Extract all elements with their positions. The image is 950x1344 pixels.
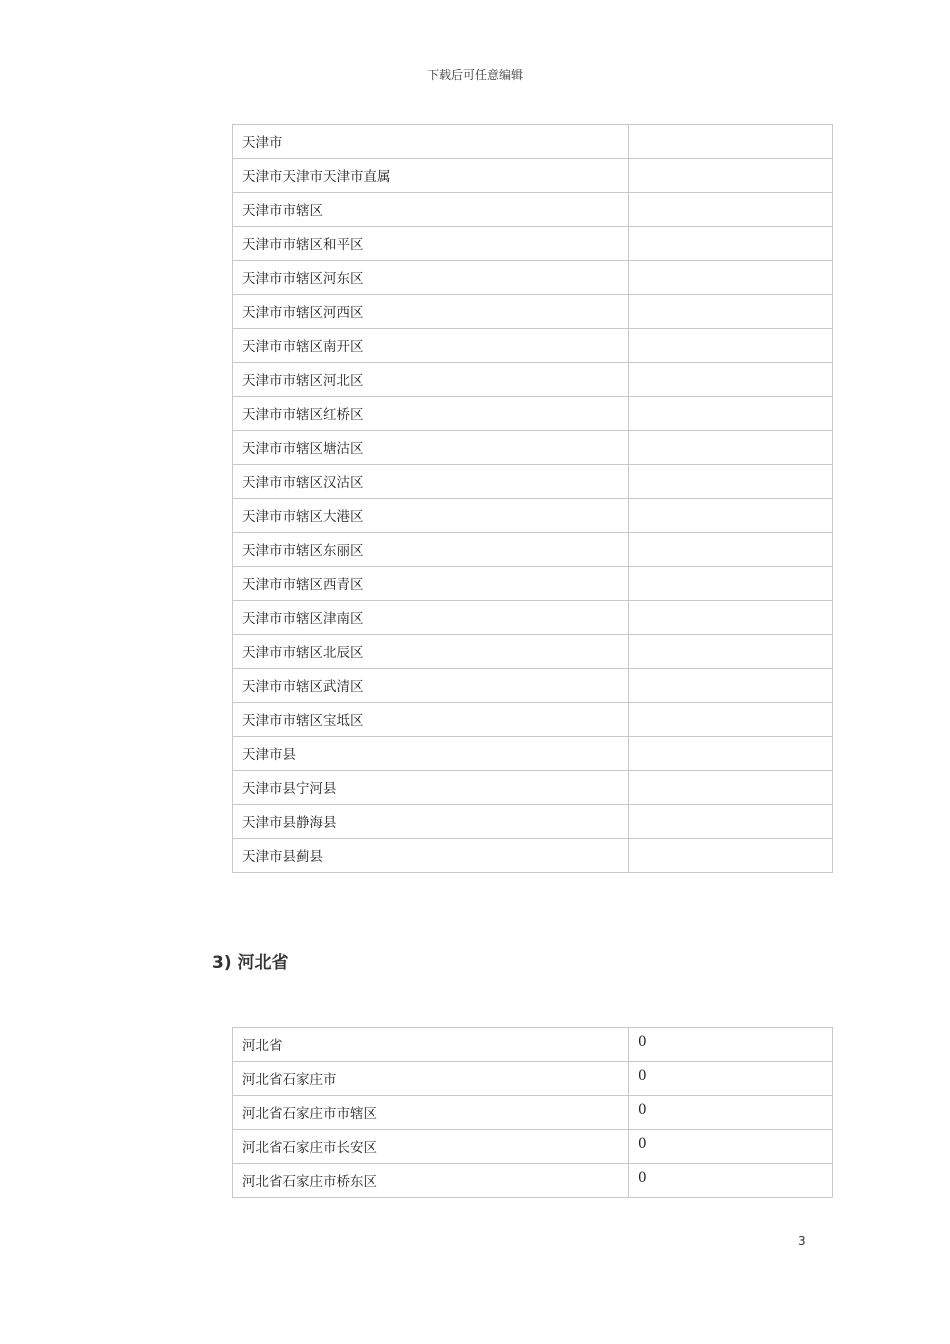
region-name-cell: 天津市天津市天津市直属 [233, 159, 629, 193]
region-value-cell: 0 [629, 1164, 833, 1198]
region-value-cell [629, 839, 833, 873]
region-name-cell: 天津市县静海县 [233, 805, 629, 839]
region-value-cell [629, 431, 833, 465]
region-name-cell: 天津市市辖区西青区 [233, 567, 629, 601]
table-row [233, 363, 833, 397]
hebei-region-table [232, 1027, 833, 1198]
region-name-cell: 天津市市辖区塘沽区 [233, 431, 629, 465]
table-row [233, 1130, 833, 1164]
region-name-cell: 天津市市辖区宝坻区 [233, 703, 629, 737]
table-row [233, 261, 833, 295]
table-row [233, 1062, 833, 1096]
table-row [233, 669, 833, 703]
region-value-cell [629, 465, 833, 499]
region-value-cell [629, 703, 833, 737]
table-row [233, 465, 833, 499]
region-value-cell: 0 [629, 1096, 833, 1130]
region-name-cell: 天津市 [233, 125, 629, 159]
region-name-cell: 天津市市辖区河北区 [233, 363, 629, 397]
table-row [233, 125, 833, 159]
region-name-cell: 天津市市辖区汉沽区 [233, 465, 629, 499]
region-value-cell [629, 805, 833, 839]
region-name-cell: 天津市市辖区河东区 [233, 261, 629, 295]
region-value-cell [629, 125, 833, 159]
table-row [233, 771, 833, 805]
region-name-cell: 天津市市辖区河西区 [233, 295, 629, 329]
region-name-cell: 天津市市辖区红桥区 [233, 397, 629, 431]
region-name-cell: 天津市市辖区东丽区 [233, 533, 629, 567]
table-row [233, 567, 833, 601]
region-name-cell: 河北省 [233, 1028, 629, 1062]
table-row [233, 1164, 833, 1198]
table-row [233, 329, 833, 363]
region-name-cell: 天津市市辖区津南区 [233, 601, 629, 635]
region-value-cell: 0 [629, 1130, 833, 1164]
region-name-cell: 天津市市辖区大港区 [233, 499, 629, 533]
region-value-cell [629, 499, 833, 533]
table-row [233, 601, 833, 635]
table-row [233, 431, 833, 465]
tianjin-table-body [233, 125, 833, 873]
region-value-cell [629, 737, 833, 771]
region-value-cell: 0 [629, 1028, 833, 1062]
region-name-cell: 天津市市辖区武清区 [233, 669, 629, 703]
region-name-cell: 河北省石家庄市 [233, 1062, 629, 1096]
region-value-cell [629, 771, 833, 805]
table-row [233, 159, 833, 193]
region-name-cell: 天津市市辖区北辰区 [233, 635, 629, 669]
region-value-cell [629, 567, 833, 601]
table-row [233, 839, 833, 873]
table-row [233, 737, 833, 771]
table-row [233, 635, 833, 669]
region-value-cell [629, 533, 833, 567]
region-name-cell: 河北省石家庄市桥东区 [233, 1164, 629, 1198]
section-heading-hebei: 3) 河北省 [212, 953, 289, 973]
page-number: 3 [798, 1234, 806, 1248]
region-value-cell [629, 261, 833, 295]
tianjin-region-table [232, 124, 833, 873]
table-row [233, 295, 833, 329]
region-name-cell: 天津市县蓟县 [233, 839, 629, 873]
table-row [233, 1096, 833, 1130]
region-value-cell [629, 295, 833, 329]
hebei-table-body [233, 1028, 833, 1198]
region-value-cell [629, 363, 833, 397]
region-value-cell [629, 193, 833, 227]
region-name-cell: 天津市市辖区南开区 [233, 329, 629, 363]
region-value-cell [629, 329, 833, 363]
table-row [233, 805, 833, 839]
table-row [233, 1028, 833, 1062]
region-value-cell [629, 159, 833, 193]
region-value-cell: 0 [629, 1062, 833, 1096]
region-name-cell: 天津市县 [233, 737, 629, 771]
region-name-cell: 天津市市辖区 [233, 193, 629, 227]
region-value-cell [629, 601, 833, 635]
region-name-cell: 天津市市辖区和平区 [233, 227, 629, 261]
region-value-cell [629, 669, 833, 703]
region-value-cell [629, 397, 833, 431]
table-row [233, 193, 833, 227]
table-row [233, 499, 833, 533]
region-name-cell: 河北省石家庄市长安区 [233, 1130, 629, 1164]
page-header: 下载后可任意编辑 [426, 68, 523, 82]
table-row [233, 227, 833, 261]
region-name-cell: 天津市县宁河县 [233, 771, 629, 805]
table-row [233, 533, 833, 567]
region-value-cell [629, 635, 833, 669]
region-name-cell: 河北省石家庄市市辖区 [233, 1096, 629, 1130]
table-row [233, 397, 833, 431]
table-row [233, 703, 833, 737]
region-value-cell [629, 227, 833, 261]
